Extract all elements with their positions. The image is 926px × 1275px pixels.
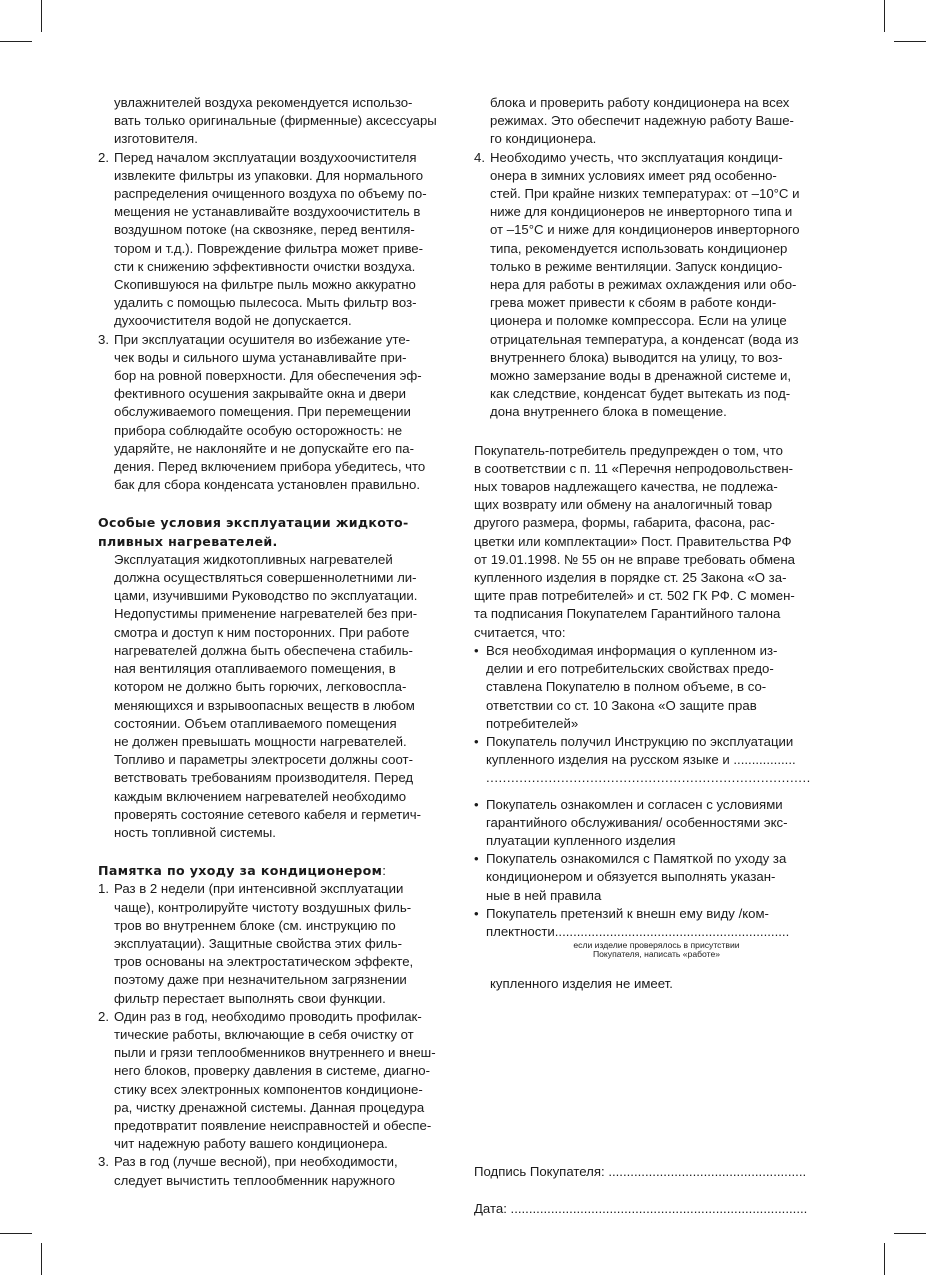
text-line: щите прав потребителей» и ст. 502 ГК РФ. С момен- [474, 588, 795, 604]
text-line: кондиционером и обязуется выполнять указан- [486, 869, 776, 885]
text-line: меняющихся и взрывоопасных веществ в любом [114, 697, 415, 713]
text-line: Раз в 2 недели (при интенсивной эксплуатации [114, 881, 404, 897]
text-line: купленного изделия на русском языке и ................. [486, 752, 796, 768]
text-line: тические работы, включающие в себя очистку от [114, 1026, 414, 1042]
text-line: не должен превышать мощности нагревателей. [114, 733, 407, 749]
text-line: Необходимо учесть, что эксплуатация кондици- [490, 149, 783, 165]
item-number: 3. [98, 1154, 109, 1170]
text-line: извлеките фильтры из упаковки. Для нормального [114, 167, 424, 183]
bullet-item [474, 733, 827, 769]
text-line: Скопившуюся на фильтре пыль можно аккуратно [114, 277, 416, 293]
text-line: плуатации купленного изделия [486, 832, 676, 848]
text-line: считается, что: [474, 624, 566, 640]
text-line: Покупатель претензий к внешн ему виду /ком- [486, 905, 769, 921]
text-line: купленного изделия в порядке ст. 25 Закона «О за- [474, 570, 787, 586]
text-line: бак для сбора конденсата установлен правильно. [114, 477, 420, 493]
text-line: увлажнителей воздуха рекомендуется использо- [114, 95, 413, 110]
text-line: мещения не устанавливайте воздухоочиститель в [114, 204, 421, 220]
text-line: стику всех электронных компонентов кондиционе- [114, 1081, 423, 1097]
text-line: предотвратит появление неисправностей и обеспе- [114, 1117, 432, 1133]
text-line: прибора соблюдайте особую осторожность: не [114, 422, 403, 438]
text-line: гарантийного обслуживания/ особенностями экс- [486, 814, 788, 830]
item-number: 2. [98, 149, 109, 165]
text-line: сти к снижению эффективности очистки воздуха. [114, 258, 416, 274]
crop-mark [894, 41, 926, 42]
text-line: ра, чистку дренажной системы. Данная процедура [114, 1099, 425, 1115]
text-line: следует вычистить теплообменник наружного [114, 1172, 396, 1188]
text-line: блока и проверить работу кондиционера на всех [490, 95, 790, 110]
crop-mark [0, 41, 32, 42]
text-line: ная вентиляция отапливаемого помещения, в [114, 661, 396, 677]
text-line: от –15°С и ниже для кондиционеров инверторного [490, 222, 800, 238]
text-line: пыли и грязи теплообменников внутреннего и внеш- [114, 1045, 436, 1061]
text-line: Раз в год (лучше весной), при необходимости, [114, 1154, 398, 1170]
text-line: плектности................................................................ [486, 923, 790, 939]
heading-line: пливных нагревателей. [98, 533, 278, 549]
hint-line: Покупателя, написать «работе» [592, 949, 721, 960]
text-line: чит надежную работу вашего кондиционера. [114, 1136, 388, 1152]
care-item-4 [474, 149, 827, 422]
text-line: тров во внутреннем блоке (см. инструкцию по [114, 917, 396, 933]
list-item-2 [98, 149, 452, 331]
heading-care [98, 862, 452, 880]
continuation-paragraph [474, 94, 827, 149]
item-number: 3. [98, 331, 109, 347]
care-heading: Памятка по уходу за кондиционером [98, 863, 383, 879]
text-line: можно замерзание воды в дренажной системе и, [490, 368, 792, 384]
care-item-1 [98, 880, 452, 1007]
text-line: чек воды и сильного шума устанавливайте при- [114, 349, 407, 365]
text-line: изготовителя. [114, 131, 198, 147]
text-line: Покупатель ознакомился с Памяткой по уходу за [486, 851, 787, 867]
bullet-item [474, 905, 827, 941]
text-line: грева может привести к сбоям в работе конди- [490, 295, 777, 311]
crop-mark [41, 1243, 42, 1275]
text-line: ответствии со ст. 10 Закона «О защите прав [486, 697, 757, 713]
bullet-item [474, 642, 827, 733]
left-column [98, 94, 452, 1190]
right-column [474, 94, 827, 1218]
text-line: делии и его потребительских свойствах предо- [486, 661, 774, 677]
text-line: Покупатель получил Инструкцию по эксплуатации [486, 733, 794, 749]
consumer-paragraph [474, 442, 827, 642]
heading-colon: : [382, 863, 386, 879]
text-line: дона внутреннего блока в помещение. [490, 404, 727, 420]
text-line: поэтому даже при незначительном загрязнении [114, 972, 407, 988]
crop-mark [884, 1243, 885, 1275]
text-line: Покупатель ознакомлен и согласен с условиями [486, 796, 783, 812]
text-line: фективного осушения закрывайте окна и двери [114, 386, 406, 402]
text-line: внутреннего блока) выводится на улицу, то воз- [490, 349, 783, 365]
text-line: режимах. Это обеспечит надежную работу Ваше- [490, 113, 794, 129]
text-line: духоочистителя водой не допускается. [114, 313, 352, 329]
text-line: типа, рекомендуется использовать кондиционер [490, 240, 788, 256]
text-line: го кондиционера. [490, 131, 597, 147]
text-line: нера для работы в режимах охлаждения или обо- [490, 277, 797, 293]
crop-mark [884, 0, 885, 32]
text-line: Покупатель-потребитель предупрежден о том, что [474, 442, 783, 458]
text-line: ных товаров надлежащего качества, не подлежа- [474, 479, 778, 495]
text-line: другого размера, формы, габарита, фасона, рас- [474, 515, 775, 531]
text-line: каждым включением нагревателей необходимо [114, 788, 407, 804]
bullet-icon: • [474, 733, 479, 749]
text-line: обслуживаемого помещения. При перемещении [114, 404, 411, 420]
text-line: распределения очищенного воздуха по объему по- [114, 186, 427, 202]
text-line: Перед началом эксплуатации воздухоочистителя [114, 149, 417, 165]
text-line: воздушном потоке (на сквозняке, перед вентиля- [114, 222, 415, 238]
text-line: Недопустимы применение нагревателей без при- [114, 606, 418, 622]
heading-heaters [98, 514, 452, 550]
text-line: Топливо и параметры электросети должны соот- [114, 752, 413, 768]
date-field: Дата: ................................................................................. [474, 1200, 808, 1216]
text-line: бор на ровной поверхности. Для обеспечения эф- [114, 368, 422, 384]
text-line: потребителей» [486, 715, 579, 731]
care-item-2 [98, 1008, 452, 1154]
text-line: ные в ней правила [486, 887, 602, 903]
crop-mark [41, 0, 42, 32]
text-line: ционера и поломке компрессора. Если на улице [490, 313, 787, 329]
text-line: проверять состояние сетевого кабеля и герметич- [114, 806, 422, 822]
bullet-icon: • [474, 796, 479, 812]
text-line: него блоков, проверку давления в системе, диагно- [114, 1063, 430, 1079]
hint-line: если изделие проверялось в присутствии [573, 940, 740, 951]
text-line: котором не должно быть горючих, легковоспла- [114, 679, 407, 695]
text-line: от 19.01.1998. № 55 он не вправе требовать обмена [474, 551, 795, 567]
item-number: 1. [98, 881, 109, 897]
bullet-icon: • [474, 905, 479, 921]
item-number: 4. [474, 149, 485, 165]
text-line: Один раз в год, необходимо проводить профилак- [114, 1008, 422, 1024]
list-item-3 [98, 331, 452, 495]
text-line: стей. При крайне низких температурах: от –10°С и [490, 186, 800, 202]
text-line: цветки или комплектации» Пост. Правительства РФ [474, 533, 792, 549]
text-line: Вся необходимая информация о купленном из- [486, 642, 778, 658]
text-line: как следствие, конденсат будет вытекать из под- [490, 386, 791, 402]
text-line: ударяйте, не наклоняйте и не допускайте его па- [114, 440, 414, 456]
text-line: тором и т.д.). Повреждение фильтра может приве- [114, 240, 424, 256]
intro-paragraph [98, 94, 452, 149]
text-line: ниже для кондиционеров не инверторного типа и [490, 204, 793, 220]
hint-note [474, 941, 827, 959]
text-line: ность топливной системы. [114, 824, 276, 840]
text-line: состоянии. Объем отапливаемого помещения [114, 715, 397, 731]
item-number: 2. [98, 1008, 109, 1024]
text-line: эксплуатации). Защитные свойства этих филь- [114, 935, 403, 951]
text-line: должна осуществляться совершеннолетними ли- [114, 570, 417, 586]
crop-mark [894, 1233, 926, 1234]
text-line: При эксплуатации осушителя во избежание уте- [114, 331, 411, 347]
no-claims-line: купленного изделия не имеет. [490, 976, 673, 992]
text-line: ветствовать требованиям производителя. Перед [114, 770, 414, 786]
text-line: чаще), контролируйте чистоту воздушных филь- [114, 899, 412, 915]
crop-mark [0, 1233, 32, 1234]
care-item-3 [98, 1153, 452, 1189]
text-line: тров основаны на электростатическом эффекте, [114, 954, 414, 970]
text-line: ставлена Покупателю в полном объеме, в со- [486, 679, 767, 695]
text-line: дения. Перед включением прибора убедитесь, что [114, 459, 426, 475]
bullet-icon: • [474, 851, 479, 867]
bullet-item [474, 796, 827, 851]
bullet-icon: • [474, 642, 479, 658]
text-line: Эксплуатация жидкотопливных нагревателей [114, 551, 393, 567]
heading-line: Особые условия эксплуатации жидкото- [98, 515, 409, 531]
text-line: вать только оригинальные (фирменные) аксессуары [114, 113, 437, 129]
fill-in-line: .............................................................................. [486, 770, 811, 786]
text-line: фильтр перестает выполнять свои функции. [114, 990, 386, 1006]
text-line: та подписания Покупателем Гарантийного талона [474, 606, 781, 622]
signature-field: Подпись Покупателя: ...................................................... [474, 1164, 807, 1180]
text-line: онера в зимних условиях имеет ряд особенно- [490, 167, 777, 183]
heaters-paragraph [98, 551, 452, 842]
text-line: смотра и доступ к ним посторонних. При работе [114, 624, 410, 640]
text-line: только в режиме вентиляции. Запуск кондицио- [490, 258, 783, 274]
text-line: цами, изучившими Руководство по эксплуатации. [114, 588, 418, 604]
text-line: щих возврату или обмену на аналогичный товар [474, 497, 773, 513]
text-line: в соответствии с п. 11 «Перечня непродовольствен- [474, 460, 794, 476]
bullet-item [474, 850, 827, 905]
text-line: отрицательная температура, а конденсат (вода из [490, 331, 799, 347]
text-line: нагревателей должна быть обеспечена стабиль- [114, 642, 413, 658]
text-line: удалить с помощью пылесоса. Мыть фильтр воз- [114, 295, 417, 311]
